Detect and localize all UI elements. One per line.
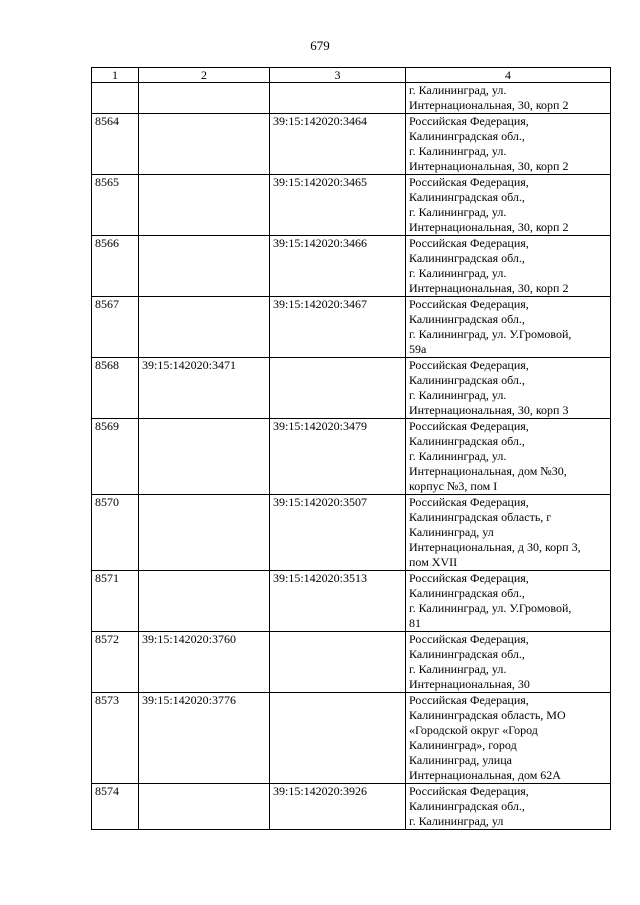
table-row (92, 297, 611, 358)
address-cell: Российская Федерация, Калининградская область, МО «Городской округ «Город Калининград», город Калининград, улица Интернациональная, дом 62А (406, 693, 611, 784)
cadastral-number-col2 (139, 83, 270, 114)
row-number: 8569 (92, 419, 139, 495)
cadastral-number-col2 (139, 495, 270, 571)
row-number: 8571 (92, 571, 139, 632)
row-number: 8564 (92, 114, 139, 175)
row-number (92, 83, 139, 114)
table-row (92, 419, 611, 495)
address-cell: Российская Федерация, Калининградская обл., г. Калининград, ул (406, 784, 611, 830)
cadastral-number-col2 (139, 571, 270, 632)
cadastral-number-col2 (139, 419, 270, 495)
address-cell: Российская Федерация, Калининградская обл., г. Калининград, ул. Интернациональная, 30 (406, 632, 611, 693)
column-header-4: 4 (406, 68, 611, 83)
cadastral-number-col2 (139, 114, 270, 175)
address-cell: Российская Федерация, Калининградская обл., г. Калининград, ул. Интернациональная, дом №30, корпус №3, пом I (406, 419, 611, 495)
cadastral-number-col3 (270, 693, 406, 784)
address-cell: Российская Федерация, Калининградская обл., г. Калининград, ул. Интернациональная, 30, корп 2 (406, 114, 611, 175)
column-header-1: 1 (92, 68, 139, 83)
row-number: 8565 (92, 175, 139, 236)
table-row (92, 358, 611, 419)
table-row (92, 114, 611, 175)
cadastral-number-col3: 39:15:142020:3507 (270, 495, 406, 571)
cadastral-number-col2: 39:15:142020:3760 (139, 632, 270, 693)
row-number: 8570 (92, 495, 139, 571)
cadastral-number-col2 (139, 175, 270, 236)
cadastral-number-col2 (139, 784, 270, 830)
table-row (92, 571, 611, 632)
table-row (92, 236, 611, 297)
cadastral-number-col3: 39:15:142020:3926 (270, 784, 406, 830)
table-row (92, 175, 611, 236)
cadastral-number-col3: 39:15:142020:3464 (270, 114, 406, 175)
cadastral-number-col2 (139, 297, 270, 358)
cadastral-number-col3: 39:15:142020:3513 (270, 571, 406, 632)
cadastral-number-col2 (139, 236, 270, 297)
table-row (92, 83, 611, 114)
cadastral-number-col2: 39:15:142020:3776 (139, 693, 270, 784)
row-number: 8567 (92, 297, 139, 358)
page-number: 679 (310, 38, 330, 53)
cadastral-number-col3 (270, 358, 406, 419)
column-header-2: 2 (139, 68, 270, 83)
cadastral-number-col3: 39:15:142020:3466 (270, 236, 406, 297)
row-number: 8573 (92, 693, 139, 784)
row-number: 8574 (92, 784, 139, 830)
cadastral-number-col2: 39:15:142020:3471 (139, 358, 270, 419)
registry-table (91, 67, 611, 830)
cadastral-number-col3 (270, 83, 406, 114)
address-cell: Российская Федерация, Калининградская обл., г. Калининград, ул. Интернациональная, 30, корп 3 (406, 358, 611, 419)
row-number: 8572 (92, 632, 139, 693)
cadastral-number-col3: 39:15:142020:3465 (270, 175, 406, 236)
table-row (92, 784, 611, 830)
table-header-row (92, 68, 611, 83)
cadastral-number-col3: 39:15:142020:3479 (270, 419, 406, 495)
table-row (92, 693, 611, 784)
table-row (92, 495, 611, 571)
address-cell: г. Калининград, ул. Интернациональная, 30, корп 2 (406, 83, 611, 114)
column-header-3: 3 (270, 68, 406, 83)
table-row (92, 632, 611, 693)
row-number: 8568 (92, 358, 139, 419)
address-cell: Российская Федерация, Калининградская обл., г. Калининград, ул. У.Громовой, 59а (406, 297, 611, 358)
address-cell: Российская Федерация, Калининградская обл., г. Калининград, ул. Интернациональная, 30, корп 2 (406, 236, 611, 297)
address-cell: Российская Федерация, Калининградская обл., г. Калининград, ул. У.Громовой, 81 (406, 571, 611, 632)
cadastral-number-col3: 39:15:142020:3467 (270, 297, 406, 358)
address-cell: Российская Федерация, Калининградская обл., г. Калининград, ул. Интернациональная, 30, корп 2 (406, 175, 611, 236)
row-number: 8566 (92, 236, 139, 297)
cadastral-number-col3 (270, 632, 406, 693)
address-cell: Российская Федерация, Калининградская область, г Калининград, ул Интернациональная, д 30, корп 3, пом XVII (406, 495, 611, 571)
